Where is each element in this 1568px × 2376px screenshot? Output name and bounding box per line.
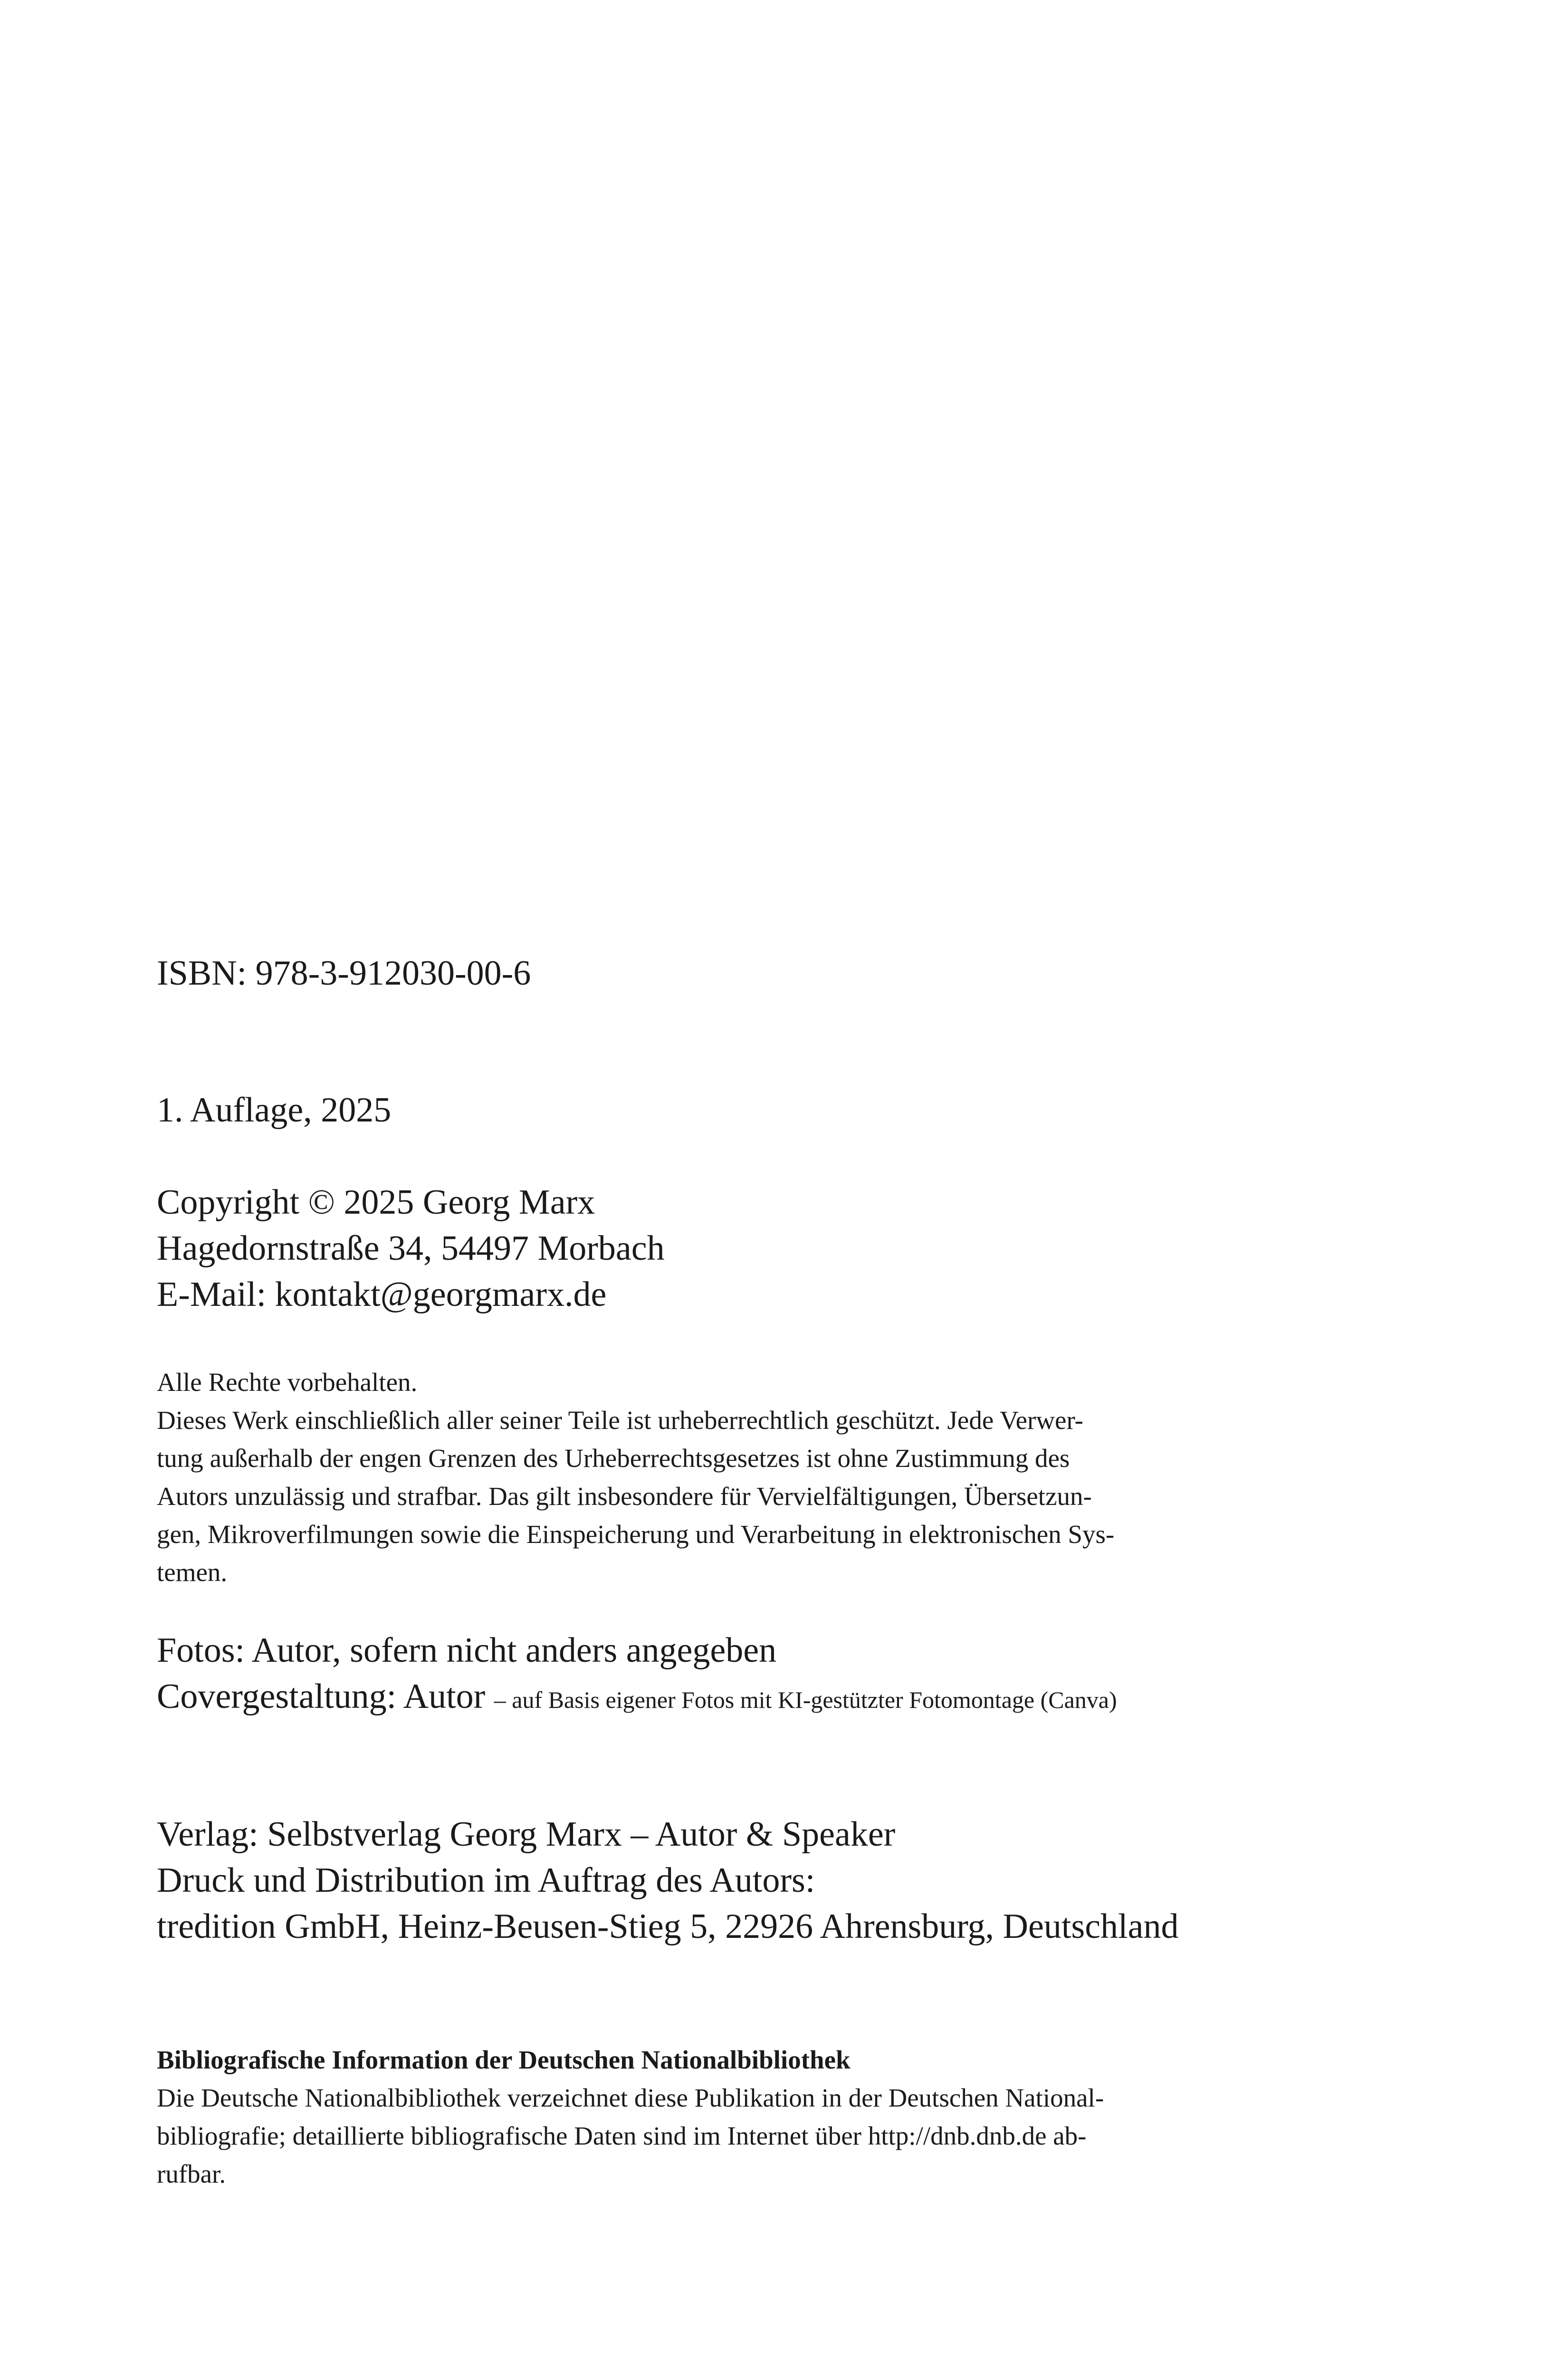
rights-line: tung außerhalb der engen Grenzen des Urheberrechtsgesetzes ist ohne Zustimmung des (157, 1444, 1070, 1473)
bibliography-heading: Bibliografische Information der Deutschen Nationalbibliothek (157, 2045, 851, 2074)
photo-credit: Fotos: Autor, sofern nicht anders angegeben (157, 1631, 777, 1670)
bibliography-line: bibliografie; detaillierte bibliografische Daten sind im Internet über http://dnb.dnb.de ab- (157, 2121, 1087, 2150)
rights-notice (157, 1363, 1383, 1591)
rights-line: Dieses Werk einschließlich aller seiner Teile ist urheberrechtlich geschützt. Jede Verwer- (157, 1406, 1084, 1435)
rights-reserved: Alle Rechte vorbehalten. (157, 1368, 418, 1397)
author-email: E-Mail: kontakt@georgmarx.de (157, 1275, 607, 1314)
distribution-line: Druck und Distribution im Auftrag des Autors: (157, 1861, 815, 1900)
isbn-block (157, 950, 1383, 996)
copyright-block (157, 1179, 1383, 1318)
bibliography-line: rufbar. (157, 2159, 226, 2188)
credits-block (157, 1628, 1383, 1723)
cover-credit-label: Covergestaltung: Autor (157, 1677, 486, 1716)
bibliography-line: Die Deutsche Nationalbibliothek verzeichnet diese Publikation in der Deutschen National- (157, 2083, 1104, 2112)
publisher-line: Verlag: Selbstverlag Georg Marx – Autor & Speaker (157, 1815, 896, 1854)
rights-line: temen. (157, 1558, 228, 1587)
bibliography-block (157, 2041, 1383, 2193)
printer-address: tredition GmbH, Heinz-Beusen-Stieg 5, 22926 Ahrensburg, Deutschland (157, 1907, 1179, 1946)
cover-credit (157, 1674, 1383, 1723)
copyright-line: Copyright © 2025 Georg Marx (157, 1183, 595, 1222)
isbn-text: ISBN: 978-3-912030-00-6 (157, 954, 531, 993)
rights-line: Autors unzulässig und strafbar. Das gilt insbesondere für Vervielfältigungen, Übersetzun- (157, 1482, 1092, 1511)
edition-text: 1. Auflage, 2025 (157, 1091, 392, 1130)
rights-line: gen, Mikroverfilmungen sowie die Einspeicherung und Verarbeitung in elektronischen Sys- (157, 1520, 1115, 1549)
cover-credit-note: – auf Basis eigener Fotos mit KI-gestützter Fotomontage (Canva) (494, 1686, 1117, 1713)
author-address: Hagedornstraße 34, 54497 Morbach (157, 1229, 665, 1268)
edition-block (157, 1087, 1383, 1133)
publisher-block (157, 1811, 1383, 1950)
